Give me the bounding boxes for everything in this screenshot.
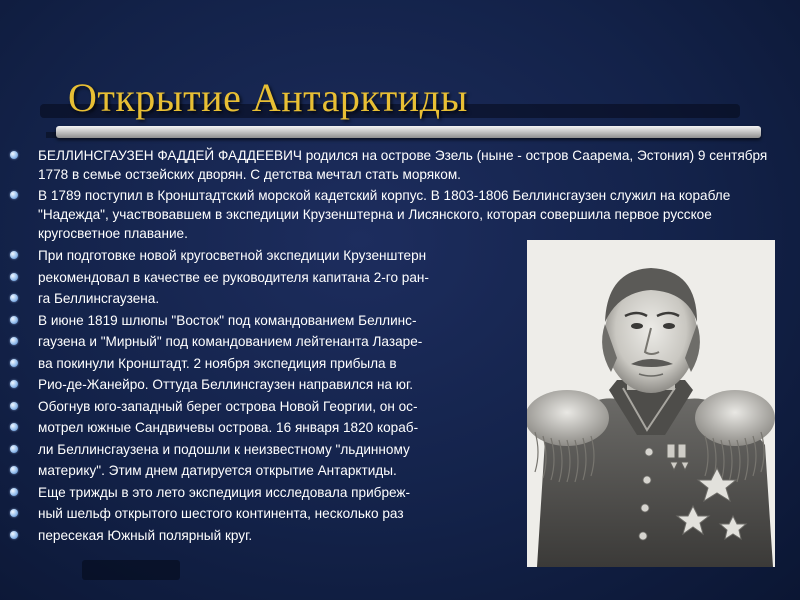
decorative-arrow (770, 500, 790, 508)
bullet-dot-icon (10, 380, 18, 388)
bullet-text: В 1789 поступил в Кронштадтский морской кадетский корпус. В 1803-1806 Беллинсгаузен служил на корабле "Надежда", участвовавшем в экспедиции Крузенштерна и Лисянского, которая совершила первое русское кругосветное плавание. (38, 188, 731, 241)
bullet-text: мотрел южные Сандвичевы острова. 16 января 1820 кораб- (38, 420, 419, 435)
portrait-image (527, 240, 775, 567)
bullet-item (10, 146, 770, 184)
bullet-text: При подготовке новой кругосветной экспедиции Крузенштерн (38, 248, 427, 263)
bullet-text: Обогнув юго-западный берег острова Новой Георгии, он ос- (38, 398, 418, 414)
bullet-dot-icon (10, 423, 18, 431)
bullet-text: Еще трижды в это лето экспедиция исследовала прибреж- (38, 484, 411, 500)
bullet-text: рекомендовал в качестве ее руководителя капитана 2-го ран- (38, 269, 429, 285)
bullet-dot-icon (10, 337, 18, 345)
bullet-dot-icon (10, 151, 18, 159)
bullet-dot-icon (10, 294, 18, 302)
bullet-dot-icon (10, 316, 18, 324)
bullet-dot-icon (10, 488, 18, 496)
bullet-item (10, 186, 770, 243)
decorative-shadow (82, 560, 180, 580)
bullet-text: ва покинули Кронштадт. 2 ноября экспедиция прибыла в (38, 355, 397, 371)
title-divider (56, 126, 761, 138)
bullet-dot-icon (10, 359, 18, 367)
bullet-text: БЕЛЛИНСГАУЗЕН ФАДДЕЙ ФАДДЕЕВИЧ родился на острове Эзель (ныне - остров Саарема, Эстония) 9 сентября 1778 в семье остзейских дворян. С детства мечтал стать моряком. (38, 148, 768, 182)
bullet-dot-icon (10, 191, 18, 199)
bullet-text: пересекая Южный полярный круг. (38, 527, 253, 543)
bullet-dot-icon (10, 402, 18, 410)
bullet-dot-icon (10, 509, 18, 517)
portrait-illustration (527, 240, 775, 567)
bullet-dot-icon (10, 251, 18, 259)
bullet-text: материку". Этим днем датируется открытие Антарктиды. (38, 463, 397, 478)
bullet-dot-icon (10, 531, 18, 539)
bullet-text: Рио-де-Жанейро. Оттуда Беллинсгаузен направился на юг. (38, 377, 414, 392)
bullet-text: В июне 1819 шлюпы "Восток" под командованием Беллинс- (38, 312, 417, 328)
bullet-text: га Беллинсгаузена. (38, 291, 160, 306)
bullet-dot-icon (10, 466, 18, 474)
bullet-dot-icon (10, 445, 18, 453)
bullet-dot-icon (10, 273, 18, 281)
slide-title: Открытие Антарктиды (68, 75, 468, 120)
bullet-text: ный шельф открытого шестого континента, несколько раз (38, 506, 404, 521)
bullet-text: гаузена и "Мирный" под командованием лейтенанта Лазаре- (38, 334, 423, 349)
bullet-text: ли Беллинсгаузена и подошли к неизвестному "льдинному (38, 441, 410, 457)
